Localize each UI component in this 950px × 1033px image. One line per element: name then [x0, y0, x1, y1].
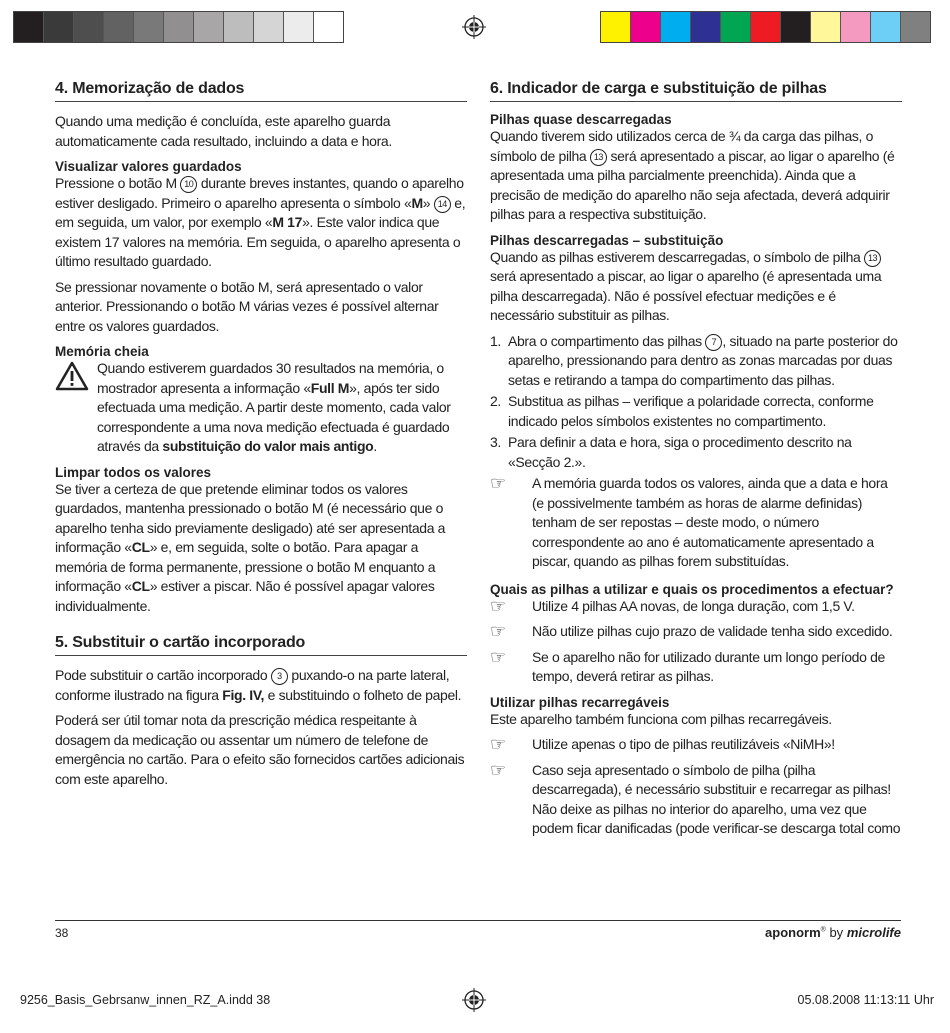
gray-swatch — [254, 12, 284, 42]
right-column — [490, 80, 902, 845]
section-4-intro: Quando uma medição é concluída, este aparelho guarda automaticamente cada resultado, incluindo a data e hora. — [55, 113, 392, 149]
color-swatch — [601, 12, 631, 42]
file-name: 9256_Basis_Gebrsanw_innen_RZ_A.indd 38 — [20, 993, 271, 1007]
section-4-title: 4. Memorização de dados — [55, 80, 467, 102]
section-5-paragraph-2: Poderá ser útil tomar nota da prescrição médica respeitante à dosagem da medicação ou assentar um número de telefone de emergência no cartão. Para o efeito são fornecidos cartões adicionais com este aparelho. — [55, 712, 465, 787]
pointing-hand-icon: ☞ — [490, 759, 506, 781]
color-swatch — [691, 12, 721, 42]
pointing-hand-icon: ☞ — [490, 734, 506, 755]
page-number: 38 — [55, 926, 69, 940]
rechargeable-note-1: ☞ Utilize apenas o tipo de pilhas reutilizáveis «NiMH»! — [490, 734, 835, 755]
which-note-2: ☞ Não utilize pilhas cujo prazo de validade tenha sido excedido. — [490, 621, 893, 642]
color-swatch — [841, 12, 871, 42]
ref-number: 13 — [590, 149, 607, 166]
flat-battery-heading: Pilhas descarregadas – substituição — [490, 232, 724, 248]
ref-number: 13 — [864, 250, 881, 267]
ref-number: 10 — [180, 176, 197, 193]
gray-swatch — [284, 12, 314, 42]
gray-swatch — [14, 12, 44, 42]
rechargeable-heading: Utilizar pilhas recarregáveis — [490, 694, 670, 710]
memory-note: ☞ A memória guarda todos os valores, ainda que a data e hora (e possivelmente também as horas de alarme definidas) tenham de ser repostas – deste modo, o número correspondente ao ano é automaticamente apresentado a piscar, quando as pilhas forem substituídas. — [490, 473, 888, 569]
which-note-3: ☞ Se o aparelho não for utilizado durante um longo período de tempo, deverá retirar as pilhas. — [490, 646, 885, 684]
color-swatch — [871, 12, 901, 42]
memory-full-text: Quando estiverem guardados 30 resultados na memória, o mostrador apresenta a informação «Full M», após ter sido efectuada uma medição. A partir deste momento, cada valor correspondente a uma nova medição efectuada é guardado através da substituição do valor mais antigo. — [55, 359, 467, 457]
step-1: 1. Abra o compartimento das pilhas 7 , situado na parte posterior do aparelho, pressionando para dentro as zonas marcadas por duas setas e retirando a tampa do compartimento das pilhas. — [490, 332, 898, 388]
clear-values-text: Se tiver a certeza de que pretende eliminar todos os valores guardados, mantenha pressionado o botão M (é necessário que o aparelho tenha sido previamente desligado) até ser apresentada a informação «CL» e, em seguida, solte o botão. Para apagar a memória de forma permanente, pressione o botão M enquanto a informação «CL» estiver a piscar. Não é possível apagar valores individualmente. — [55, 480, 446, 614]
color-bar — [600, 11, 931, 43]
grayscale-bar — [13, 11, 344, 43]
color-swatch — [901, 12, 930, 42]
pointing-hand-icon: ☞ — [490, 473, 506, 494]
clear-values-heading: Limpar todos os valores — [55, 464, 212, 480]
memory-full-heading: Memória cheia — [55, 344, 149, 359]
gray-swatch — [134, 12, 164, 42]
pointing-hand-icon: ☞ — [490, 621, 506, 642]
section-5-title: 5. Substituir o cartão incorporado — [55, 634, 467, 656]
left-column — [55, 80, 467, 795]
step-3: 3. Para definir a data e hora, siga o procedimento descrito na «Secção 2.». — [490, 434, 852, 470]
which-batteries-heading: Quais as pilhas a utilizar e quais os procedimentos a efectuar? — [490, 581, 894, 597]
low-battery-text: Quando tiverem sido utilizados cerca de ¾ da carga das pilhas, o símbolo de pilha 13 será apresentado a piscar, ao ligar o aparelho (é apresentada uma pilha parcialmente preenchida). Ainda que a precisão de medição do aparelho não seja afectada, deverá adquirir pilhas para a respectiva substituição. — [490, 128, 895, 222]
footer-rule — [55, 920, 901, 921]
gray-swatch — [224, 12, 254, 42]
gray-swatch — [164, 12, 194, 42]
flat-battery-text: Quando as pilhas estiverem descarregadas, o símbolo de pilha 13 será apresentado a piscar, ao ligar o aparelho (é apresentada uma pilha descarregada). Não é possível efectuar medições e é necessário substituir as pilhas. — [490, 248, 882, 323]
gray-swatch — [194, 12, 224, 42]
color-swatch — [661, 12, 691, 42]
color-swatch — [751, 12, 781, 42]
step-2: 2. Substitua as pilhas – verifique a polaridade correcta, conforme indicado pelos símbolos existentes no compartimento. — [490, 393, 874, 429]
press-again-text: Se pressionar novamente o botão M, será apresentado o valor anterior. Pressionando o botão M várias vezes é possível alternar entre os valores guardados. — [55, 278, 439, 334]
color-swatch — [631, 12, 661, 42]
registration-mark-icon — [462, 988, 486, 1012]
brand-logo: aponorm® by microlife — [765, 925, 901, 940]
view-values-text: Pressione o botão M 10 durante breves instantes, quando o aparelho estiver desligado. Primeiro o aparelho apresenta o símbolo «M» 14 e, em seguida, um valor, por exemplo «M 17». Este valor indica que existem 17 valores na memória. Em seguida, o aparelho apresenta o último resultado guardado. — [55, 175, 466, 269]
section-6-title: 6. Indicador de carga e substituição de pilhas — [490, 80, 902, 102]
which-note-1: ☞ Utilize 4 pilhas AA novas, de longa duração, com 1,5 V. — [490, 595, 855, 617]
warning-icon — [55, 361, 89, 391]
ref-number: 14 — [434, 196, 451, 213]
gray-swatch — [74, 12, 104, 42]
pointing-hand-icon: ☞ — [490, 646, 506, 668]
gray-swatch — [104, 12, 134, 42]
color-swatch — [781, 12, 811, 42]
ref-number: 7 — [705, 334, 722, 351]
ref-number: 3 — [271, 668, 288, 685]
low-battery-heading: Pilhas quase descarregadas — [490, 112, 672, 127]
gray-swatch — [314, 12, 343, 42]
color-swatch — [721, 12, 751, 42]
print-date: 05.08.2008 11:13:11 Uhr — [797, 993, 934, 1007]
gray-swatch — [44, 12, 74, 42]
pointing-hand-icon: ☞ — [490, 595, 506, 617]
color-swatch — [811, 12, 841, 42]
rechargeable-text: Este aparelho também funciona com pilhas recarregáveis. — [490, 710, 832, 727]
rechargeable-note-2: ☞ Caso seja apresentado o símbolo de pilha (pilha descarregada), é necessário substituir e recarregar as pilhas! Não deixe as pilhas no interior do aparelho, uma vez que podem ficar danificadas (pode verificar-se descarga total como — [490, 759, 901, 836]
section-5-paragraph-1: Pode substituir o cartão incorporado 3 puxando-o na parte lateral, conforme ilustrado na figura Fig. IV, e substituindo o folheto de papel. — [55, 667, 462, 703]
registration-mark-icon — [462, 15, 486, 39]
view-values-heading: Visualizar valores guardados — [55, 159, 242, 174]
